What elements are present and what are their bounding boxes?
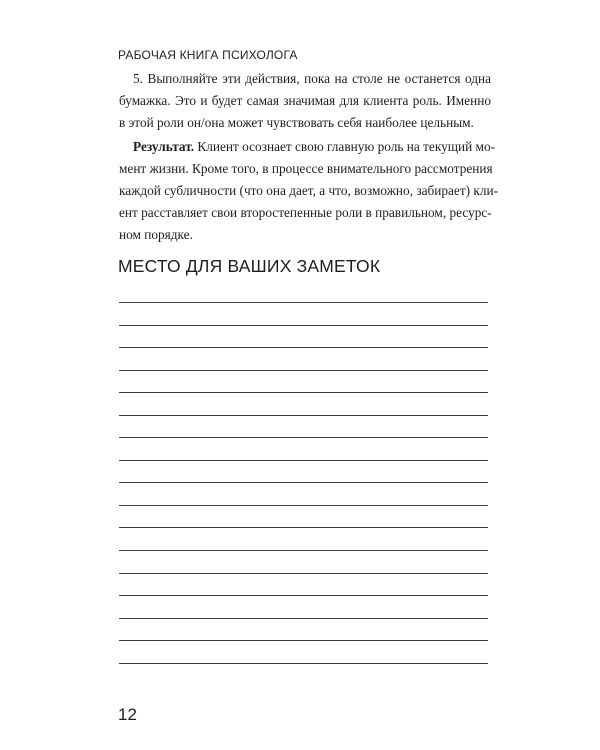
note-line bbox=[119, 326, 488, 349]
step-5-line-1: 5. Выполняйте эти действия, пока на столе не останется одна bbox=[133, 71, 491, 86]
page-number: 12 bbox=[118, 705, 137, 724]
result-line-5: ном порядке. bbox=[119, 227, 193, 242]
note-line bbox=[119, 348, 488, 371]
note-line bbox=[119, 483, 488, 506]
note-line bbox=[119, 506, 488, 529]
note-line bbox=[119, 528, 488, 551]
result-paragraph bbox=[119, 136, 499, 246]
notes-lines-area bbox=[119, 302, 488, 664]
step-5-line-2: бумажка. Это и будет самая значимая для клиента роль. Именно bbox=[119, 93, 491, 108]
note-line bbox=[119, 574, 488, 597]
note-line bbox=[119, 371, 488, 394]
result-line-2: мент жизни. Кроме того, в процессе внимательного рассмотрения bbox=[119, 161, 493, 176]
note-line bbox=[119, 619, 488, 642]
result-label: Результат. bbox=[133, 139, 195, 154]
result-line-1 bbox=[119, 136, 496, 158]
note-line bbox=[119, 596, 488, 619]
note-line bbox=[119, 303, 488, 326]
note-line bbox=[119, 641, 488, 664]
notes-heading: МЕСТО ДЛЯ ВАШИХ ЗАМЕТОК bbox=[118, 256, 381, 276]
note-line bbox=[119, 416, 488, 439]
note-line bbox=[119, 461, 488, 484]
note-line bbox=[119, 393, 488, 416]
result-line-3: каждой субличности (что она дает, а что, возможно, забирает) кли- bbox=[119, 183, 499, 198]
note-line bbox=[119, 438, 488, 461]
result-line-4: ент расставляет свои второстепенные роли в правильном, ресурс- bbox=[119, 205, 492, 220]
result-line-1-text: Клиент осознает свою главную роль на текущий мо- bbox=[197, 139, 496, 154]
step-5-paragraph bbox=[119, 68, 491, 134]
step-5-line-3: в этой роли он/она может чувствовать себя наиболее цельным. bbox=[119, 115, 474, 130]
running-header: РАБОЧАЯ КНИГА ПСИХОЛОГА bbox=[118, 48, 298, 62]
note-line bbox=[119, 551, 488, 574]
